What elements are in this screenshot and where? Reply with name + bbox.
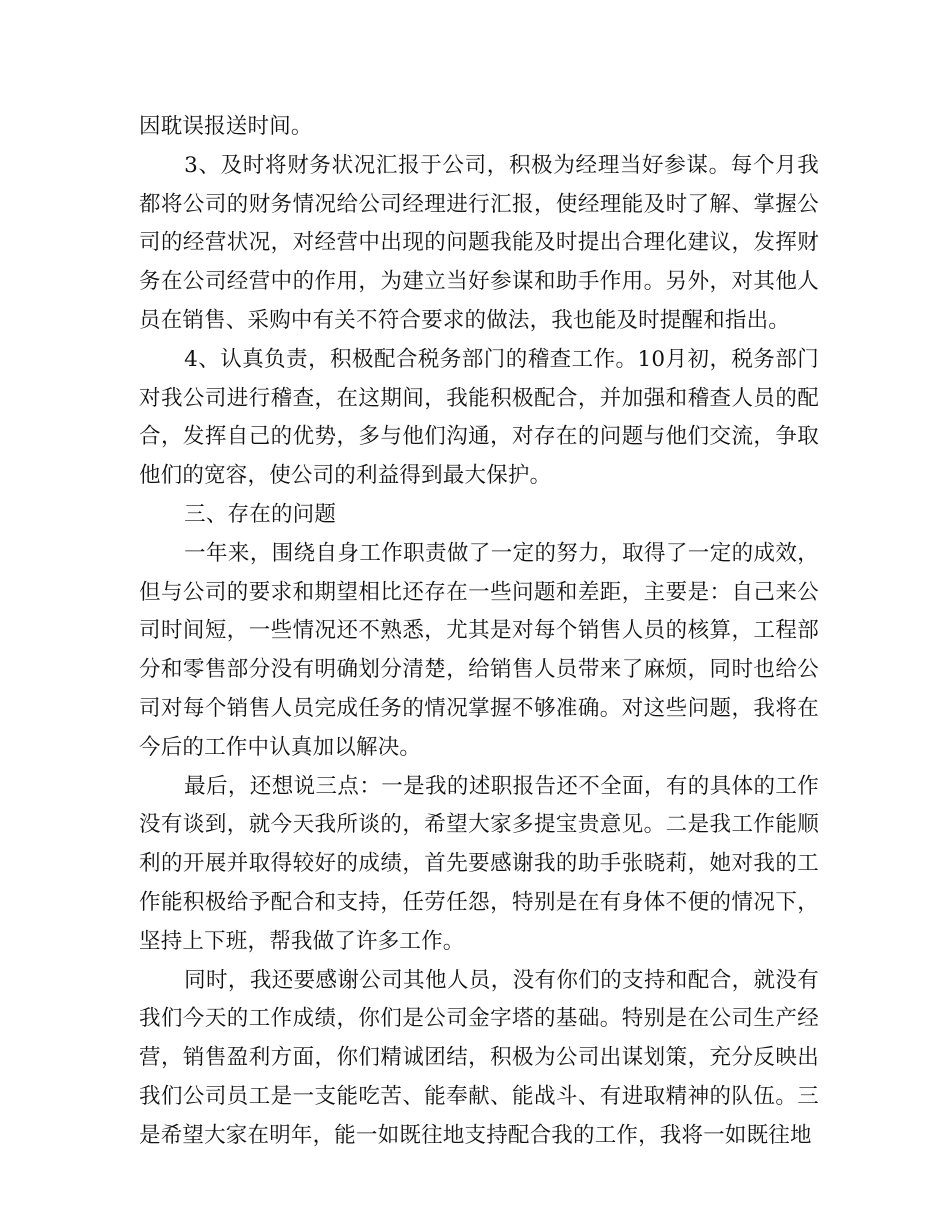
- paragraph-item-3: 3、及时将财务状况汇报于公司，积极为经理当好参谋。每个月我都将公司的财务情况给公司经理进行汇报，使经理能及时了解、掌握公司的经营状况，对经营中出现的问题我能及时提出合理化建议，发挥财务在公司经营中的作用，为建立当好参谋和助手作用。另外，对其他人员在销售、采购中有关不符合要求的做法，我也能及时提醒和指出。: [139, 152, 819, 333]
- section-heading-problems: 三、存在的问题: [184, 501, 337, 527]
- document-page: [139, 108, 819, 1156]
- paragraph-item-4: 4、认真负责，积极配合税务部门的稽查工作。10月初，税务部门对我公司进行稽查，在这期间，我能积极配合，并加强和稽查人员的配合，发挥自己的优势，多与他们沟通，对存在的问题与他们交流，争取他们的宽容，使公司的利益得到最大保护。: [139, 346, 819, 489]
- paragraph-thanks: 同时，我还要感谢公司其他人员，没有你们的支持和配合，就没有我们今天的工作成绩，你们是公司金字塔的基础。特别是在公司生产经营，销售盈利方面，你们精诚团结，积极为公司出谋划策，充分反映出我们公司员工是一支能吃苦、能奉献、能战斗、有进取精神的队伍。三是希望大家在明年，能一如既往地支持配合我的工作，我将一如既往地: [139, 967, 819, 1148]
- paragraph-problems: 一年来，围绕自身工作职责做了一定的努力，取得了一定的成效，但与公司的要求和期望相比还存在一些问题和差距，主要是：自己来公司时间短，一些情况还不熟悉，尤其是对每个销售人员的核算，工程部分和零售部分没有明确划分清楚，给销售人员带来了麻烦，同时也给公司对每个销售人员完成任务的情况掌握不够准确。对这些问题，我将在今后的工作中认真加以解决。: [139, 540, 819, 760]
- paragraph-closing: 最后，还想说三点：一是我的述职报告还不全面，有的具体的工作没有谈到，就今天我所谈的，希望大家多提宝贵意见。二是我工作能顺利的开展并取得较好的成绩，首先要感谢我的助手张晓莉，她对我的工作能积极给予配合和支持，任劳任怨，特别是在有身体不便的情况下，坚持上下班，帮我做了许多工作。: [139, 773, 819, 954]
- paragraph-continuation: 因耽误报送时间。: [139, 114, 313, 139]
